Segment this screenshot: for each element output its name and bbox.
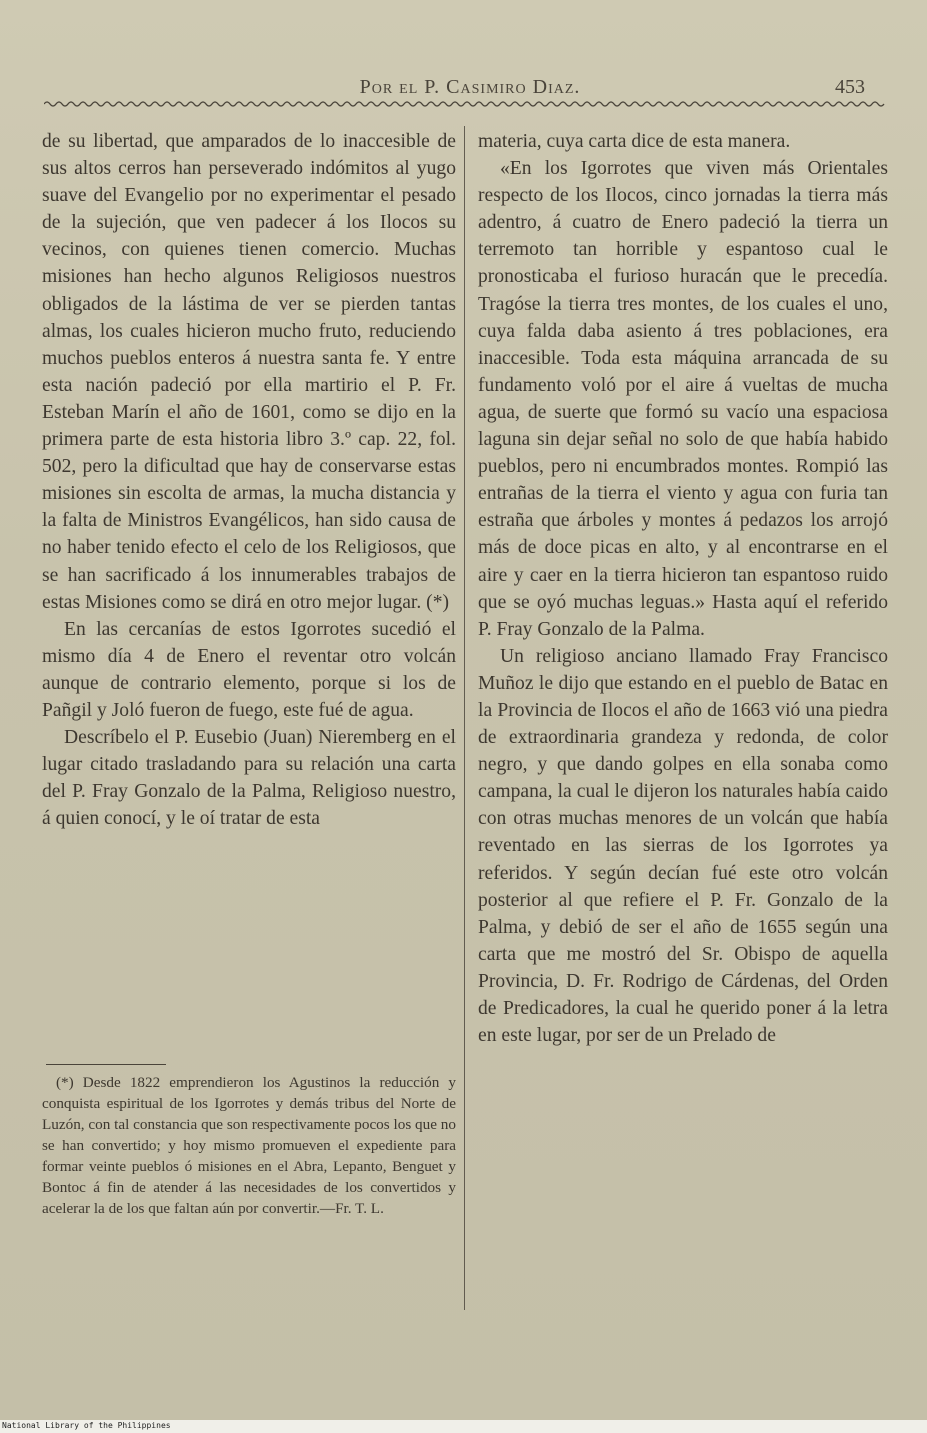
right-paragraph-3: Un religioso anciano llamado Fray Francisco Muñoz le dijo que estando en el pueblo de Batac en la Provincia de Ilocos el año de 1663 vió una piedra de extraordinaria grandeza y redonda, de color negro, y que dando golpes en ella sonaba como campana, la cual le dijeron los naturales había caido con otras muchas menores de un volcán que había reventado en las sierras de los Igorrotes ya referidos. Y según decían fué este otro volcán posterior al que refiere el P. Fr. Gonzalo de la Palma, y debió de ser el año de 1655 según una carta que me mostró del Sr. Obispo de aquella Provincia, D. Fr. Rodrigo de Cárdenas, del Orden de Predicadores, la cual he querido poner á la letra en este lugar, por ser de un Prelado de bbox=[478, 645, 888, 1047]
page-number: 453 bbox=[835, 76, 865, 98]
column-divider bbox=[464, 126, 465, 1310]
header-ornamental-rule bbox=[44, 100, 886, 108]
right-column bbox=[478, 128, 888, 1049]
left-paragraph-1: de su libertad, que amparados de lo inaccesible de sus altos cerros han perseverado indómitos al yugo suave del Evangelio por no experimentar el pesado de la sujeción, que ven padecer á los Ilocos su vecinos, con quienes tienen comercio. Muchas misiones han hecho algunos Religiosos nuestros obligados de la lástima de ver se pierden tantas almas, los cuales hicieron mucho fruto, reduciendo muchos pueblos enteros á nuestra santa fe. Y entre esta nación padeció por ella martirio el P. Fr. Esteban Marín el año de 1601, como se dijo en la primera parte de esta historia libro 3.º cap. 22, fol. 502, pero la dificultad que hay de conservarse estas misiones sin escolta de armas, la mucha distancia y la falta de Ministros Evangélicos, han sido causa de no haber tenido efecto el celo de los Religiosos, que se han sacrificado á los innumerables trabajos de estas Misiones como se dirá en otro mejor lugar. (*) bbox=[42, 131, 456, 613]
left-paragraph-2: En las cercanías de estos Igorrotes sucedió el mismo día 4 de Enero el reventar otro volcán aunque de contrario elemento, porque si los de Pañgil y Joló fueron de fuego, este fué de agua. bbox=[42, 618, 456, 721]
right-paragraph-2: «En los Igorrotes que viven más Orientales respecto de los Ilocos, cinco jornadas la tierra más adentro, á cuatro de Enero padeció la tierra un terremoto tan horrible y espantoso cual le pronosticaba el furioso huracán que le precedía. Tragóse la tierra tres montes, de los cuales el uno, cuya falda daba asiento á tres poblaciones, era inaccesible. Toda esta máquina arrancada de su fundamento voló por el aire á vueltas de mucha agua, de suerte que formó su vacío una espaciosa laguna sin dejar señal no solo de que había habido pueblos, pero ni encumbrados montes. Rompió las entrañas de la tierra el viento y agua con furia tan estraña que árboles y montes á pedazos los arrojó más de doce picas en alto, y al encontrarse en el aire y caer en la tierra hicieron tan espantoso ruido que se oyó muchas leguas.» Hasta aquí el referido P. Fray Gonzalo de la Palma. bbox=[478, 158, 888, 640]
footnote-rule bbox=[46, 1064, 166, 1065]
footnote-text: (*) Desde 1822 emprendieron los Agustinos la reducción y conquista espiritual de los Igorrotes y demás tribus del Norte de Luzón, con tal constancia que son respectivamente pocos los que no se han convertido; y hoy mismo promueven el expediente para formar veinte pueblos ó misiones en el Abra, Lepanto, Benguet y Bontoc á fin de atender á las necesidades de los convertidos y acelerar la de los que faltan aún por convertir.—Fr. T. L. bbox=[42, 1074, 456, 1217]
left-paragraph-3: Descríbelo el P. Eusebio (Juan) Nieremberg en el lugar citado trasladando para su relación una carta del P. Fray Gonzalo de la Palma, Religioso nuestro, á quien conocí, y le oí tratar de esta bbox=[42, 727, 456, 830]
library-watermark: National Library of the Philippines bbox=[2, 1421, 171, 1430]
right-paragraph-1: materia, cuya carta dice de esta manera. bbox=[478, 131, 791, 152]
running-head: Por el P. Casimiro Diaz. bbox=[359, 76, 581, 98]
left-column bbox=[42, 128, 456, 832]
footnote bbox=[42, 1072, 456, 1219]
